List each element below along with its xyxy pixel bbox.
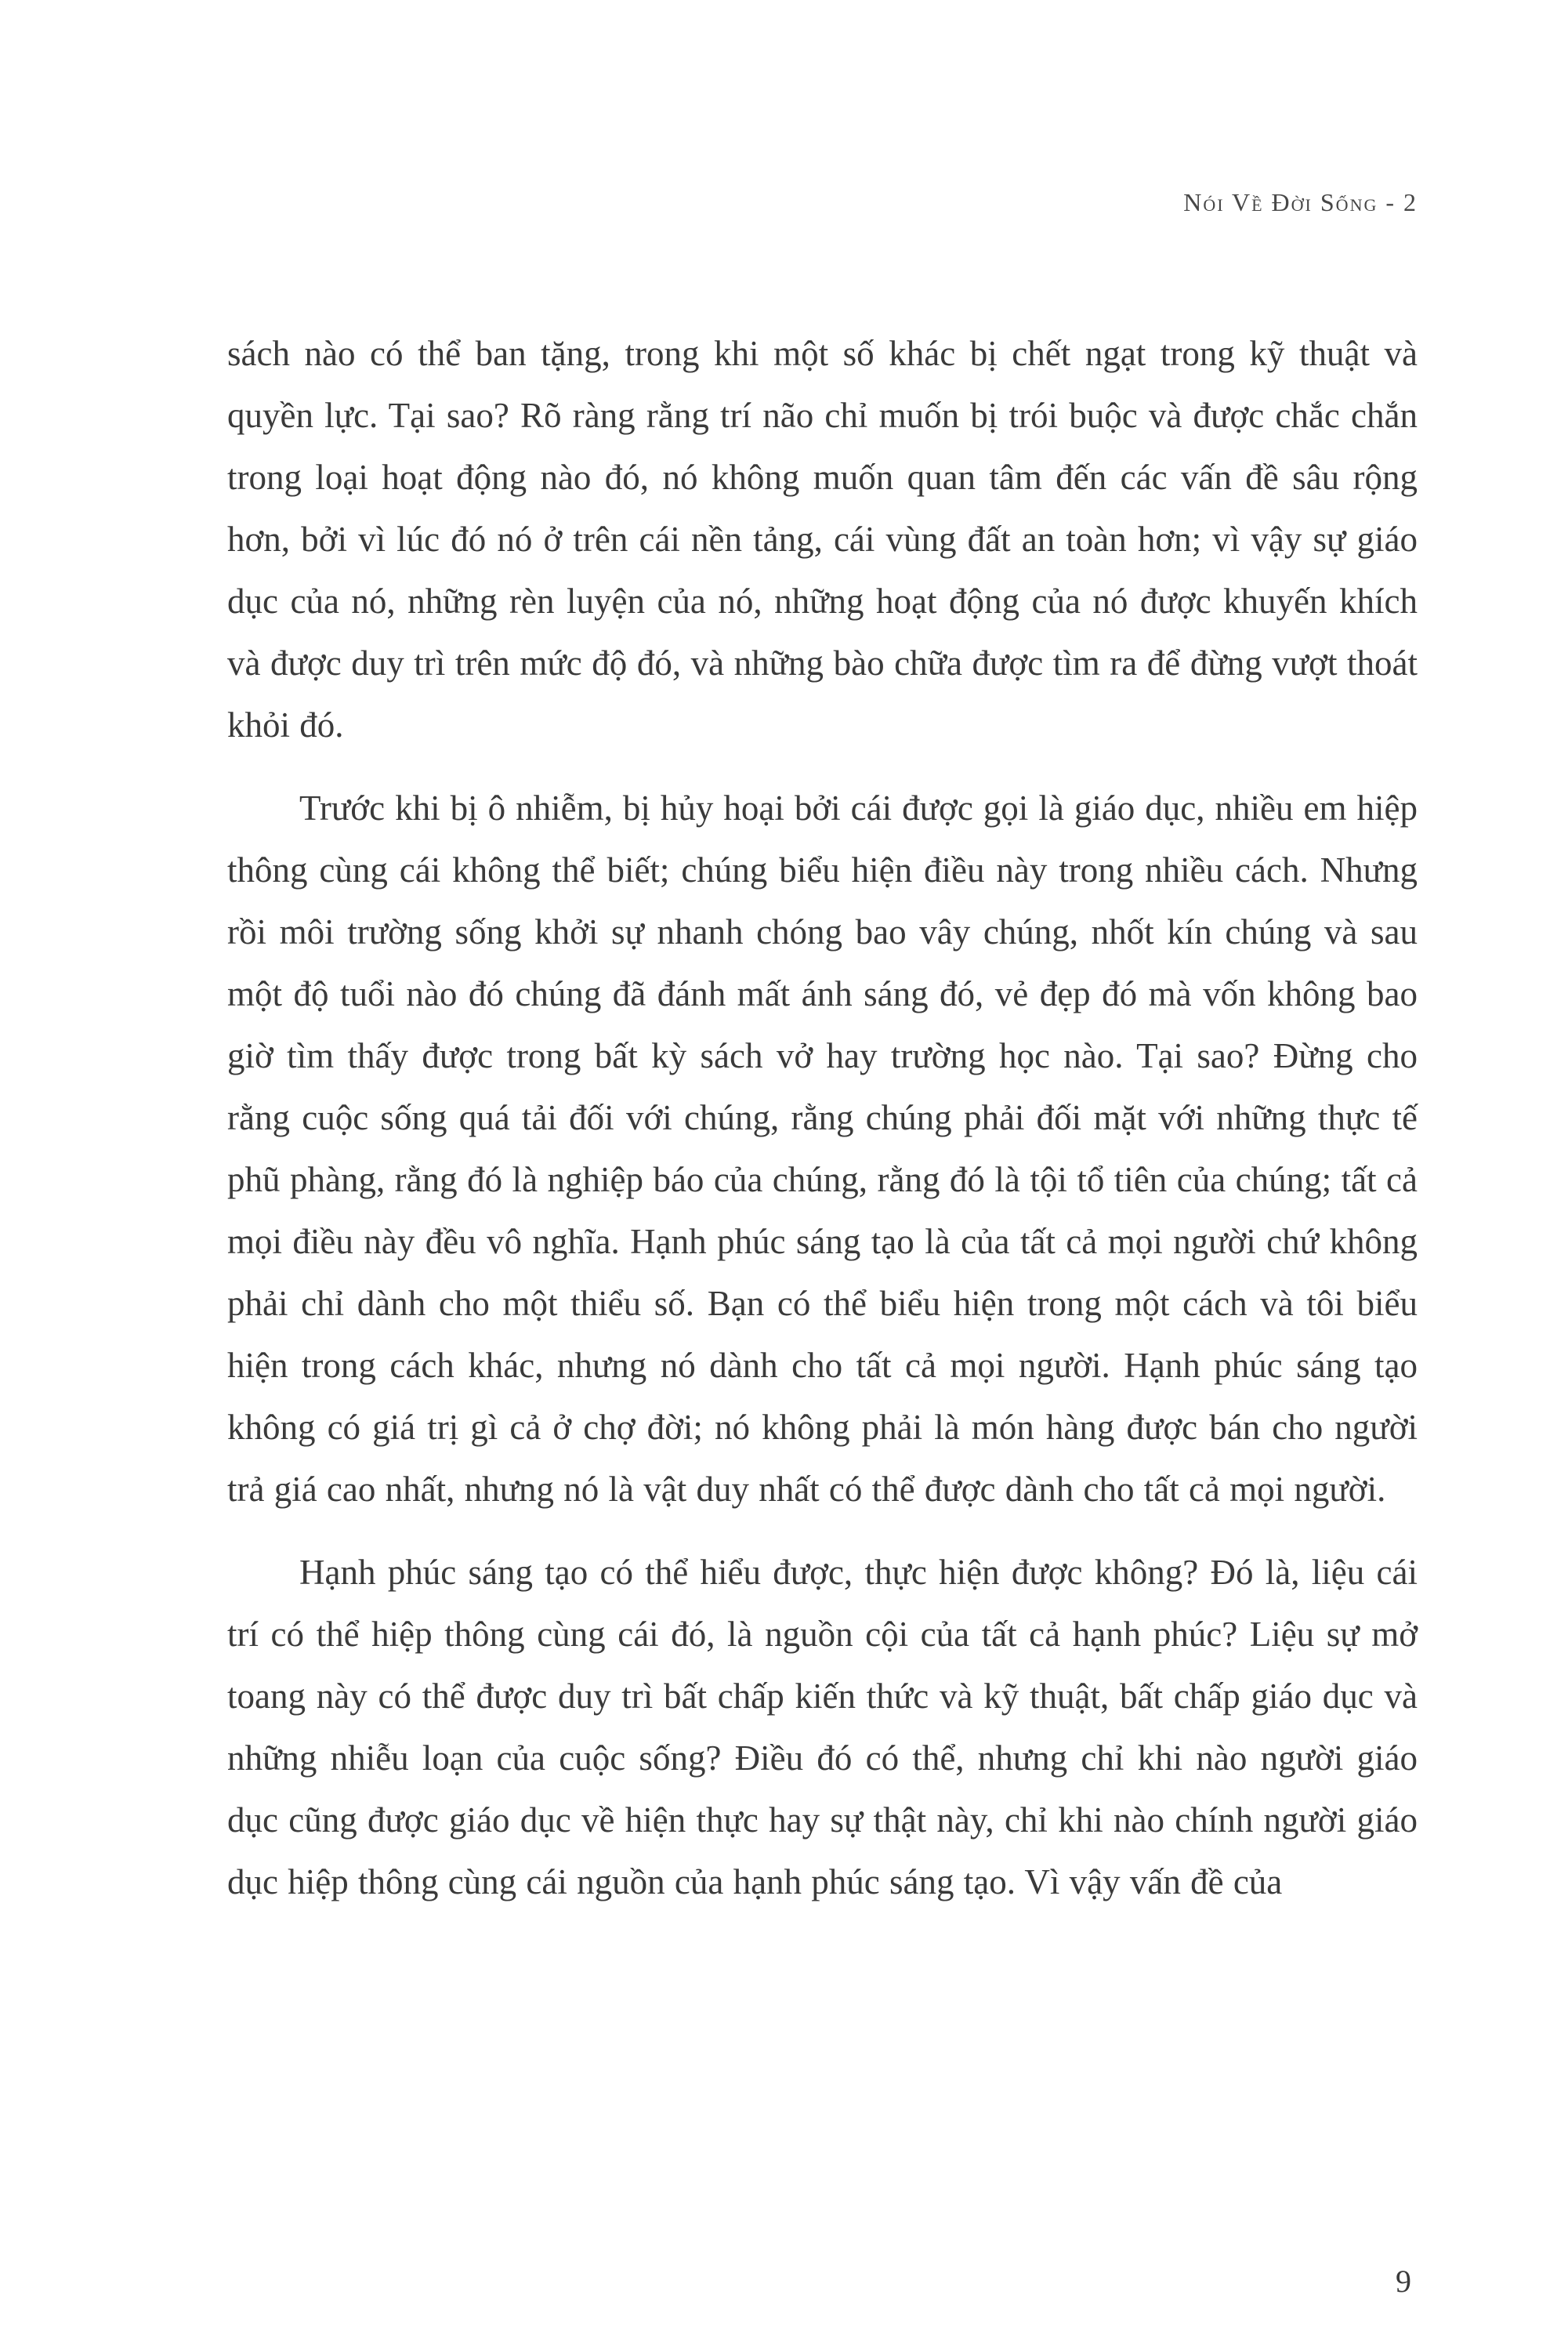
page-number: 9	[1396, 2264, 1411, 2299]
paragraph: Hạnh phúc sáng tạo có thể hiểu được, thực hiện được không? Đó là, liệu cái trí có thể hiệp thông cùng cái đó, là nguồn cội của tất cả hạnh phúc? Liệu sự mở toang này có thể được duy trì bất chấp kiến thức và kỹ thuật, bất chấp giáo dục và những nhiễu loạn của cuộc sống? Điều đó có thể, nhưng chỉ khi nào người giáo dục cũng được giáo dục về hiện thực hay sự thật này, chỉ khi nào chính người giáo dục hiệp thông cùng cái nguồn của hạnh phúc sáng tạo. Vì vậy vấn đề của	[227, 1553, 1418, 1901]
paragraph: sách nào có thể ban tặng, trong khi một số khác bị chết ngạt trong kỹ thuật và quyền lực. Tại sao? Rõ ràng rằng trí não chỉ muốn bị trói buộc và được chắc chắn trong loại hoạt động nào đó, nó không muốn quan tâm đến các vấn đề sâu rộng hơn, bởi vì lúc đó nó ở trên cái nền tảng, cái vùng đất an toàn hơn; vì vậy sự giáo dục của nó, những rèn luyện của nó, những hoạt động của nó được khuyến khích và được duy trì trên mức độ đó, và những bào chữa được tìm ra để đừng vượt thoát khỏi đó.	[227, 334, 1418, 745]
page-body-text	[227, 323, 1418, 1913]
paragraph: Trước khi bị ô nhiễm, bị hủy hoại bởi cái được gọi là giáo dục, nhiều em hiệp thông cùng cái không thể biết; chúng biểu hiện điều này trong nhiều cách. Nhưng rồi môi trường sống khởi sự nhanh chóng bao vây chúng, nhốt kín chúng và sau một độ tuổi nào đó chúng đã đánh mất ánh sáng đó, vẻ đẹp đó mà vốn không bao giờ tìm thấy được trong bất kỳ sách vở hay trường học nào. Tại sao? Đừng cho rằng cuộc sống quá tải đối với chúng, rằng chúng phải đối mặt với những thực tế phũ phàng, rằng đó là nghiệp báo của chúng, rằng đó là tội tổ tiên của chúng; tất cả mọi điều này đều vô nghĩa. Hạnh phúc sáng tạo là của tất cả mọi người chứ không phải chỉ dành cho một thiểu số. Bạn có thể biểu hiện trong một cách và tôi biểu hiện trong cách khác, nhưng nó dành cho tất cả mọi người. Hạnh phúc sáng tạo không có giá trị gì cả ở chợ đời; nó không phải là món hàng được bán cho người trả giá cao nhất, nhưng nó là vật duy nhất có thể được dành cho tất cả mọi người.	[227, 788, 1418, 1509]
running-header: Nói Về Đời Sống - 2	[1183, 188, 1418, 216]
